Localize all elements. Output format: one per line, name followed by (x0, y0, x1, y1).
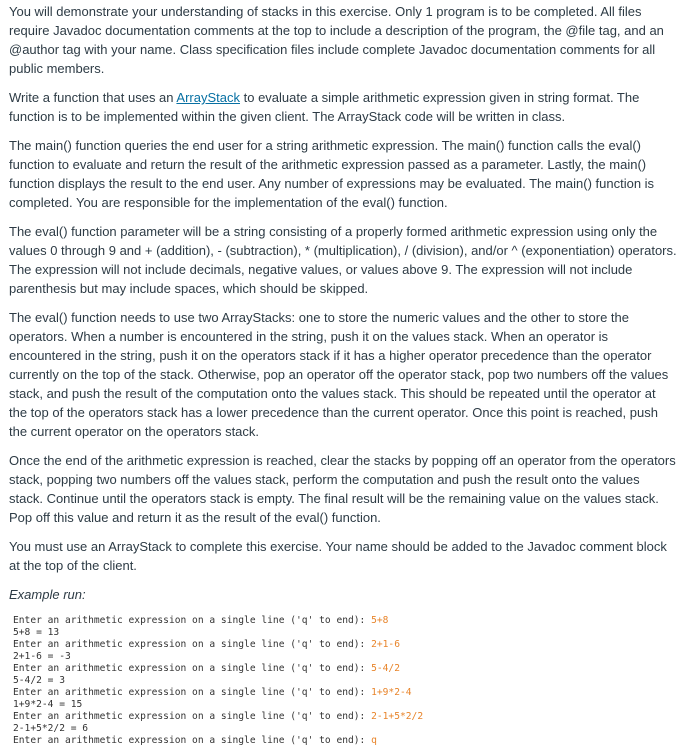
user-input: q (371, 735, 377, 746)
task-paragraph (9, 88, 677, 126)
console-result-line: 5-4/2 = 3 (13, 675, 65, 686)
console-result-line: 5+8 = 13 (13, 627, 60, 638)
console-prompt-line (13, 639, 677, 651)
example-run-label: Example run: (9, 587, 86, 602)
console-prompt-line (13, 615, 677, 627)
console-result-line: 2-1+5*2/2 = 6 (13, 723, 89, 734)
requirements-paragraph: You must use an ArrayStack to complete this exercise. Your name should be added to the Javadoc comment block at the top of the client. (9, 539, 667, 573)
console-prompt-line (13, 687, 677, 699)
eval-parameter-paragraph: The eval() function parameter will be a string consisting of a properly formed arithmetic expression using only the values 0 through 9 and + (addition), - (subtraction), * (multiplication), / (division), and/or ^ (exponentiation) operators. The expression will not include decimals, negative values, or values above 9. The expression will not include parenthesis but may include spaces, which should be skipped. (9, 224, 677, 296)
user-input: 5+8 (371, 615, 389, 626)
example-console-output (13, 615, 677, 747)
user-input: 2-1+5*2/2 (371, 711, 424, 722)
main-function-paragraph: The main() function queries the end user for a string arithmetic expression. The main() function calls the eval() function to evaluate and return the result of the arithmetic expression passed as a parameter. Lastly, the main() function displays the result to the end user. Any number of expressions may be evaluated. The main() function is completed. You are responsible for the implementation of the eval() function. (9, 138, 655, 210)
console-result-line: 1+9*2-4 = 15 (13, 699, 83, 710)
eval-algorithm-paragraph: The eval() function needs to use two ArrayStacks: one to store the numeric values and the other to store the operators. When a number is encountered in the string, push it on the values stack. When an operator is encountered in the string, push it on the operators stack if it has a higher operator precedence than the operator currently on the top of the stack. Otherwise, pop an operator off the operator stack, pop two numbers off the values stack, and push the result of the computation onto the values stack. This should be repeated until the operator at the top of the operators stack has a lower precedence than the current operator. Once this point is reached, push the current operator on the operators stack. (9, 310, 669, 439)
console-result-line: 2+1-6 = -3 (13, 651, 71, 662)
prompt-text: Enter an arithmetic expression on a single line ('q' to end): (13, 663, 372, 674)
prompt-text: Enter an arithmetic expression on a single line ('q' to end): (13, 687, 372, 698)
assignment-content (9, 2, 677, 747)
console-prompt-line (13, 663, 677, 675)
prompt-text: Enter an arithmetic expression on a single line ('q' to end): (13, 639, 372, 650)
intro-paragraph: You will demonstrate your understanding of stacks in this exercise. Only 1 program is to be completed. All files require Javadoc documentation comments at the top to include a description of the program, the @file tag, and an @author tag with your name. Class specification files include complete Javadoc documentation comments for all public members. (9, 4, 664, 76)
task-text-after: to evaluate a simple arithmetic expression given in string format. The function is to be implemented within the given client. The ArrayStack code will be written in class. (9, 90, 640, 124)
prompt-text: Enter an arithmetic expression on a single line ('q' to end): (13, 615, 372, 626)
end-of-expression-paragraph: Once the end of the arithmetic expression is reached, clear the stacks by popping off an operator from the operators stack, popping two numbers off the values stack, perform the computation and push the result onto the values stack. Continue until the operators stack is empty. The final result will be the remaining value on the values stack. Pop off this value and return it as the result of the eval() function. (9, 453, 676, 525)
task-text-before: Write a function that uses an (9, 90, 177, 105)
console-prompt-line (13, 711, 677, 723)
arraystack-link[interactable]: ArrayStack (176, 90, 240, 105)
user-input: 2+1-6 (371, 639, 400, 650)
user-input: 1+9*2-4 (371, 687, 412, 698)
user-input: 5-4/2 (371, 663, 400, 674)
prompt-text: Enter an arithmetic expression on a single line ('q' to end): (13, 711, 372, 722)
prompt-text: Enter an arithmetic expression on a single line ('q' to end): (13, 735, 372, 746)
console-prompt-line (13, 735, 677, 747)
